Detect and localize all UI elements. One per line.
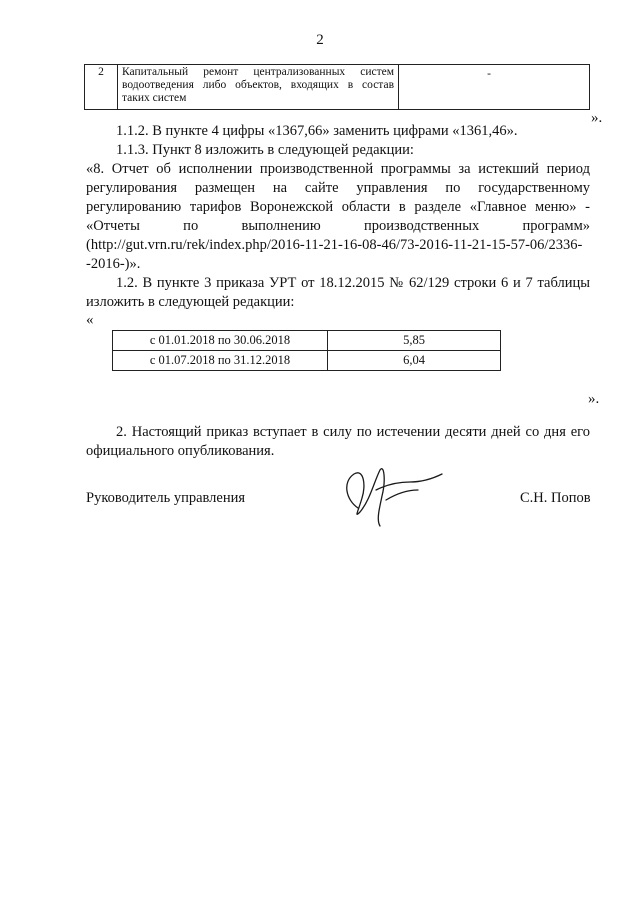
- table-tariff-periods: [112, 330, 501, 371]
- handwritten-signature: [336, 460, 448, 530]
- period-cell: с 01.01.2018 по 30.06.2018: [113, 331, 328, 351]
- opening-quote: «: [86, 312, 94, 328]
- paragraph-8-line: «Отчеты по выполнению производственных программ»: [86, 218, 590, 234]
- table-row: [113, 351, 501, 371]
- closing-quote: ».: [588, 391, 600, 407]
- period-cell: с 01.07.2018 по 31.12.2018: [113, 351, 328, 371]
- paragraph-8-line: регулированию тарифов Воронежской области в разделе «Главное меню» -: [86, 199, 590, 215]
- paragraph-1-2-line: изложить в следующей редакции:: [86, 294, 295, 310]
- signatory-position: Руководитель управления: [86, 490, 246, 506]
- page-number: 2: [316, 32, 324, 48]
- paragraph-8-line: (http://gut.vrn.ru/rek/index.php/2016-11-21-16-08-46/73-2016-11-21-15-57-06/2336-: [86, 237, 583, 253]
- paragraph-8-line: -2016-)».: [86, 256, 141, 272]
- closing-quote: ».: [591, 110, 603, 126]
- paragraph-1-2-line: 1.2. В пункте 3 приказа УРТ от 18.12.2015 № 62/129 строки 6 и 7 таблицы: [116, 275, 590, 291]
- row-number: 2: [85, 65, 118, 110]
- paragraph-8-line: «8. Отчет об исполнении производственной программы за истекший период: [86, 161, 590, 177]
- paragraph-2-line: официального опубликования.: [86, 443, 275, 459]
- table-capital-repair: [84, 64, 590, 110]
- paragraph-1-1-2: 1.1.2. В пункте 4 цифры «1367,66» заменить цифрами «1361,46».: [116, 123, 518, 139]
- row-description: Капитальный ремонт централизованных систем водоотведения либо объектов, входящих в состав таких систем: [118, 65, 399, 110]
- value-cell: 6,04: [328, 351, 501, 371]
- table-row: [113, 331, 501, 351]
- row-value-text: -: [487, 68, 491, 80]
- value-cell: 5,85: [328, 331, 501, 351]
- signatory-name: С.Н. Попов: [520, 490, 591, 506]
- table-row: [85, 65, 590, 110]
- paragraph-2-line: 2. Настоящий приказ вступает в силу по истечении десяти дней со дня его: [116, 424, 590, 440]
- paragraph-8-line: регулирования размещен на сайте управления по государственному: [86, 180, 590, 196]
- row-value: [399, 65, 590, 110]
- paragraph-1-1-3: 1.1.3. Пункт 8 изложить в следующей редакции:: [116, 142, 414, 158]
